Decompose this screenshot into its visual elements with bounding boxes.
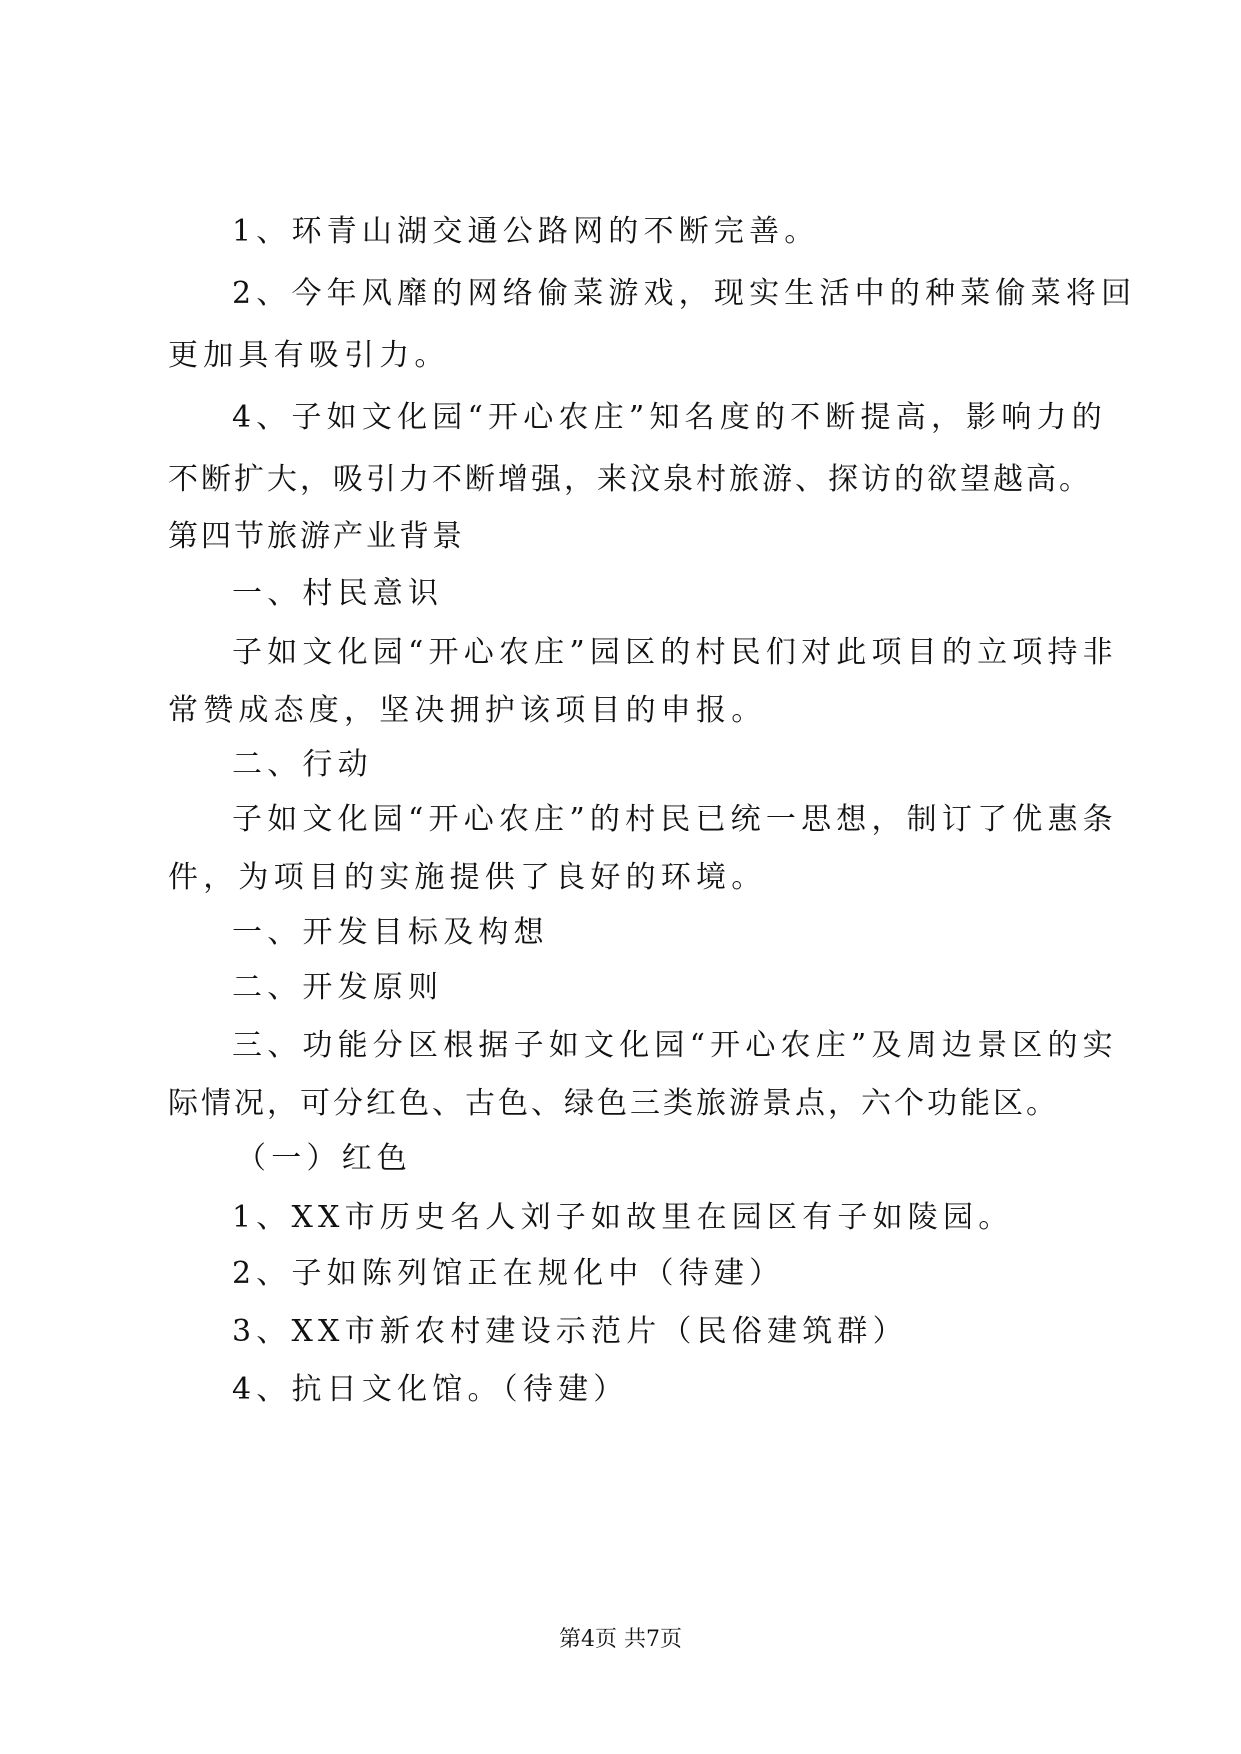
- subheading-development-goals: 一、开发目标及构想: [232, 915, 549, 950]
- paragraph-line-8: 子如文化园“开心农庄”园区的村民们对此项目的立项持非: [232, 635, 1118, 670]
- list-item-2: 2、子如陈列馆正在规化中（待建）: [232, 1256, 785, 1291]
- subheading-villager-awareness: 一、村民意识: [232, 576, 444, 611]
- list-item-1: 1、XX市历史名人刘子如故里在园区有子如陵园。: [232, 1200, 1014, 1235]
- page-footer: 第4页 共7页: [559, 1627, 682, 1652]
- paragraph-line-2: 2、今年风靡的网络偷菜游戏，现实生活中的种菜偷菜将回: [232, 276, 1137, 311]
- paragraph-line-1: 1、环青山湖交通公路网的不断完善。: [232, 214, 820, 249]
- subheading-red: （一）红色: [236, 1141, 412, 1176]
- paragraph-line-4: 4、子如文化园“开心农庄”知名度的不断提高，影响力的: [232, 400, 1107, 435]
- subheading-development-principles: 二、开发原则: [232, 970, 444, 1005]
- subheading-action: 二、行动: [232, 747, 373, 782]
- list-item-3: 3、XX市新农村建设示范片（民俗建筑群）: [232, 1314, 908, 1349]
- paragraph-line-9: 常赞成态度，坚决拥护该项目的申报。: [168, 693, 767, 728]
- paragraph-line-3: 更加具有吸引力。: [168, 338, 450, 373]
- list-item-4: 4、抗日文化馆。（待建）: [232, 1372, 629, 1407]
- paragraph-line-5: 不断扩大，吸引力不断增强，来汶泉村旅游、探访的欲望越高。: [168, 462, 1092, 497]
- paragraph-line-16: 际情况，可分红色、古色、绿色三类旅游景点，六个功能区。: [168, 1086, 1059, 1121]
- paragraph-line-15: 三、功能分区根据子如文化园“开心农庄”及周边景区的实: [232, 1028, 1118, 1063]
- section-heading: 第四节旅游产业背景: [168, 519, 465, 554]
- paragraph-line-11: 子如文化园“开心农庄”的村民已统一思想，制订了优惠条: [232, 802, 1118, 837]
- paragraph-line-12: 件，为项目的实施提供了良好的环境。: [168, 860, 767, 895]
